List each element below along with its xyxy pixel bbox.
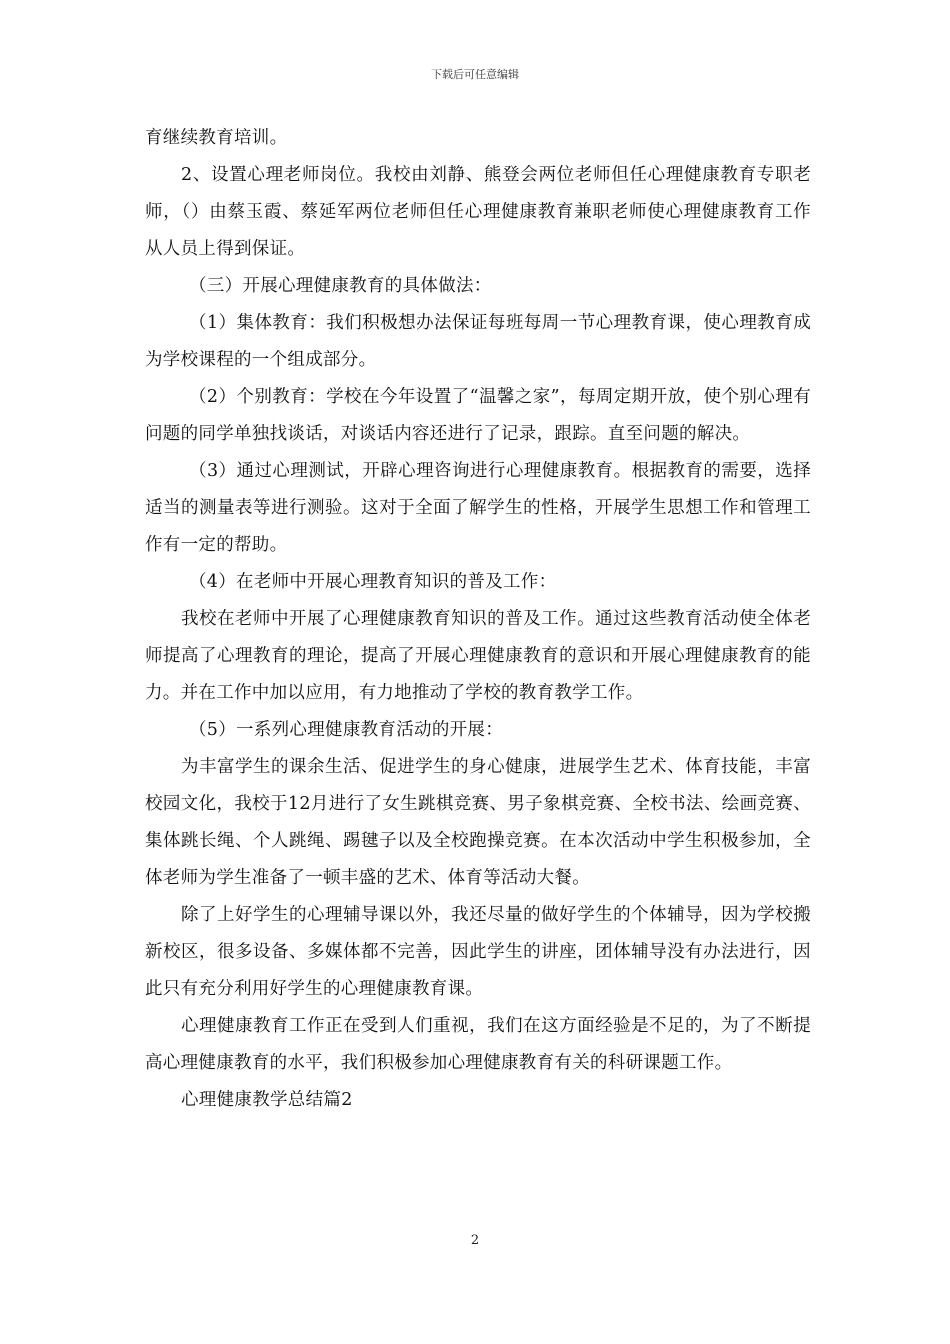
paragraph-9: （5）一系列心理健康教育活动的开展： [189,720,504,740]
paragraph-12: 心理健康教育工作正在受到人们重视，我们在这方面经验是不足的，为了不断提高心理健康教育的水平，我们积极参加心理健康教育有关的科研课题工作。 [145,1016,811,1073]
paragraph-5: （2）个别教育：学校在今年设置了“温馨之家”，每周定期开放，使个别心理有问题的同学单独找谈话，对谈话内容还进行了记录，跟踪。直至问题的解决。 [145,387,811,444]
paragraph-7: （4）在老师中开展心理教育知识的普及工作： [189,572,557,592]
paragraph-1: 育继续教育培训。 [145,128,288,148]
paragraph-4: （1）集体教育：我们积极想办法保证每班每周一节心理教育课，使心理教育成为学校课程的一个组成部分。 [145,313,811,370]
document-body [145,120,811,1119]
paragraph-6: （3）通过心理测试，开辟心理咨询进行心理健康教育。根据教育的需要，选择适当的测量表等进行测验。这对于全面了解学生的性格，开展学生思想工作和管理工作有一定的帮助。 [145,461,811,555]
section-heading: 心理健康教学总结篇2 [181,1090,353,1110]
paragraph-3: （三）开展心理健康教育的具体做法： [189,276,492,296]
paragraph-10: 为丰富学生的课余生活、促进学生的身心健康，进展学生艺术、体育技能，丰富校园文化，我校于12月进行了女生跳棋竞赛、男子象棋竞赛、全校书法、绘画竞赛、集体跳长绳、个人跳绳、踢毽子以及全校跑操竞赛。在本次活动中学生积极参加，全体老师为学生准备了一顿丰盛的艺术、体育等活动大餐。 [145,757,811,888]
paragraph-8: 我校在老师中开展了心理健康教育知识的普及工作。通过这些教育活动使全体老师提高了心理教育的理论，提高了开展心理健康教育的意识和开展心理健康教育的能力。并在工作中加以应用，有力地推动了学校的教育教学工作。 [145,609,811,703]
paragraph-2: 2、设置心理老师岗位。我校由刘静、熊登会两位老师但任心理健康教育专职老师，（）由蔡玉霞、蔡延军两位老师但任心理健康教育兼职老师使心理健康教育工作从人员上得到保证。 [145,165,811,259]
paragraph-11: 除了上好学生的心理辅导课以外，我还尽量的做好学生的个体辅导，因为学校搬新校区，很多设备、多媒体都不完善，因此学生的讲座，团体辅导没有办法进行，因此只有充分利用好学生的心理健康教育课。 [145,905,811,999]
page-header: 下载后可任意编辑 [431,68,519,81]
page-number: 2 [470,1233,480,1248]
